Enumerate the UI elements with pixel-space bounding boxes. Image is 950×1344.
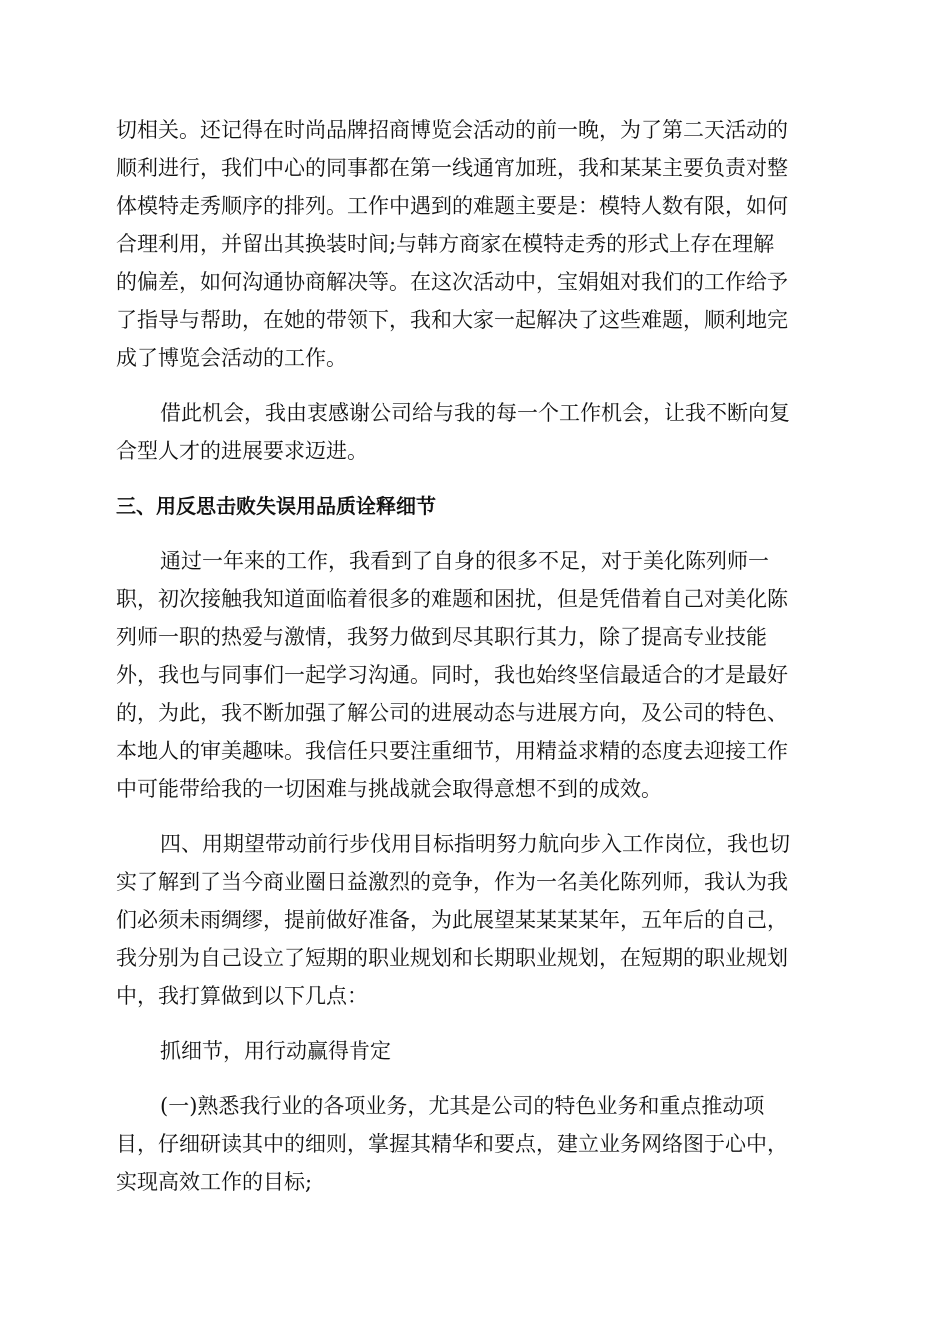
paragraph-line: 体模特走秀顺序的排列。工作中遇到的难题主要是：模特人数有限，如何 xyxy=(116,194,788,218)
paragraph-line: 成了博览会活动的工作。 xyxy=(116,346,347,370)
paragraph-line: 的偏差，如何沟通协商解决等。在这次活动中，宝娟姐对我们的工作给予 xyxy=(116,270,788,294)
paragraph-line: 实了解到了当今商业圈日益激烈的竞争，作为一名美化陈列师，我认为我 xyxy=(116,870,788,894)
paragraph-line: (一)熟悉我行业的各项业务，尤其是公司的特色业务和重点推动项 xyxy=(160,1094,765,1118)
paragraph-line: 列师一职的热爱与激情，我努力做到尽其职行其力，除了提高专业技能 xyxy=(116,625,767,649)
paragraph-line: 我分别为自己设立了短期的职业规划和长期职业规划，在短期的职业规划 xyxy=(116,946,788,970)
paragraph-line: 合型人才的进展要求迈进。 xyxy=(116,439,368,463)
paragraph-line: 顺利进行，我们中心的同事都在第一线通宵加班，我和某某主要负责对整 xyxy=(116,156,788,180)
paragraph-line: 通过一年来的工作，我看到了自身的很多不足，对于美化陈列师一 xyxy=(160,549,769,573)
section-heading: 三、用反思击败失误用品质诠释细节 xyxy=(116,494,436,518)
paragraph-line: 四、用期望带动前行步伐用目标指明努力航向步入工作岗位，我也切 xyxy=(160,832,790,856)
paragraph-line: 目，仔细研读其中的细则，掌握其精华和要点，建立业务网络图于心中， xyxy=(116,1132,788,1156)
paragraph-line: 实现高效工作的目标; xyxy=(116,1170,313,1194)
paragraph-line: 抓细节，用行动赢得肯定 xyxy=(160,1039,391,1063)
paragraph-line: 中可能带给我的一切困难与挑战就会取得意想不到的成效。 xyxy=(116,777,662,801)
paragraph-line: 本地人的审美趣味。我信任只要注重细节，用精益求精的态度去迎接工作 xyxy=(116,739,788,763)
paragraph-line: 职，初次接触我知道面临着很多的难题和困扰，但是凭借着自己对美化陈 xyxy=(116,587,788,611)
paragraph-line: 外，我也与同事们一起学习沟通。同时，我也始终坚信最适合的才是最好 xyxy=(116,663,788,687)
paragraph-line: 借此机会，我由衷感谢公司给与我的每一个工作机会，让我不断向复 xyxy=(160,401,790,425)
paragraph-line: 了指导与帮助，在她的带领下，我和大家一起解决了这些难题，顺利地完 xyxy=(116,308,788,332)
paragraph-line: 中，我打算做到以下几点： xyxy=(116,984,368,1008)
paragraph-line: 的，为此，我不断加强了解公司的进展动态与进展方向，及公司的特色、 xyxy=(116,701,788,725)
paragraph-line: 切相关。还记得在时尚品牌招商博览会活动的前一晚，为了第二天活动的 xyxy=(116,118,788,142)
paragraph-line: 合理利用，并留出其换装时间;与韩方商家在模特走秀的形式上存在理解 xyxy=(116,232,775,256)
paragraph-line: 们必须未雨绸缪，提前做好准备，为此展望某某某某年，五年后的自己， xyxy=(116,908,788,932)
